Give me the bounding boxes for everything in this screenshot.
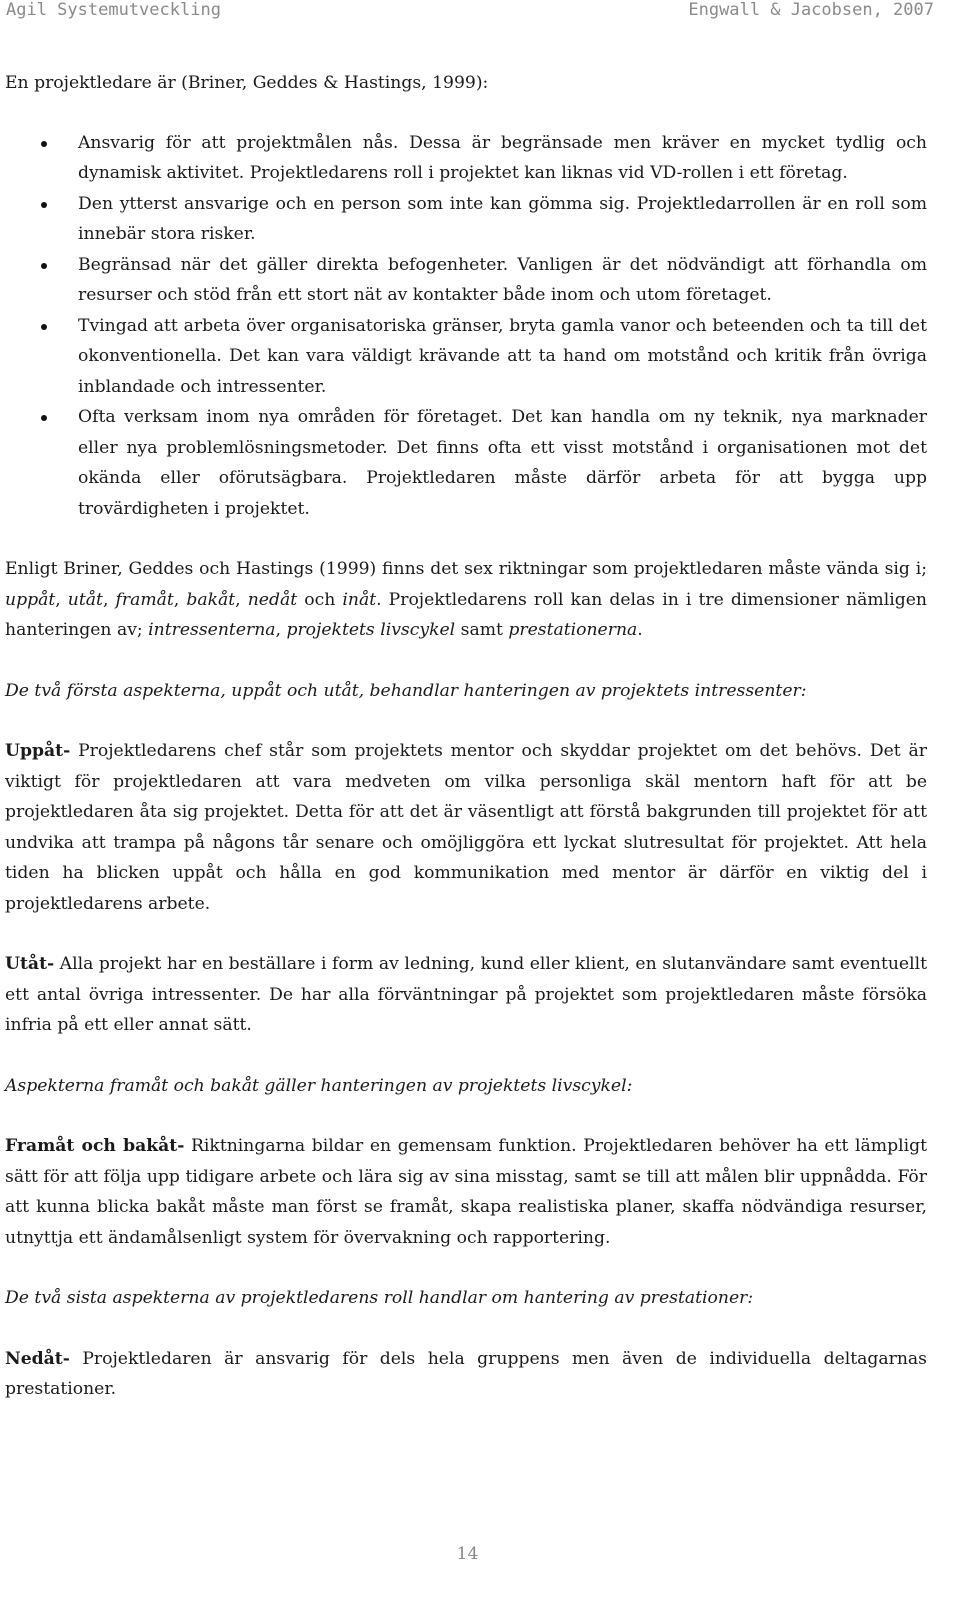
section-heading-performance: De två sista aspekterna av projektledarens roll handlar om hantering av prestationer: bbox=[5, 1288, 754, 1308]
dimension-performance: prestationerna bbox=[508, 620, 638, 640]
forward-back-label: Framåt och bakåt- bbox=[5, 1136, 185, 1156]
section-heading-lifecycle: Aspekterna framåt och bakåt gäller hanteringen av projektets livscykel: bbox=[5, 1075, 633, 1096]
upward-label: Uppåt- bbox=[5, 741, 71, 761]
bullet-item: Ansvarig för att projektmålen nås. Dessa är begränsade men kräver en mycket tydlig och dynamisk aktivitet. Projektledarens roll i projektet kan liknas vid VD-rollen i ett företag. bbox=[5, 128, 927, 189]
direction-down: nedåt bbox=[247, 589, 298, 610]
document-body bbox=[5, 68, 927, 1405]
forward-back-paragraph: Framåt och bakåt- Riktningarna bildar en gemensam funktion. Projektledaren behöver ha ett lämpligt sätt för att följa upp tidigare arbete och lära sig av sina misstag, samt se till att målen blir uppnådda. För att kunna blicka bakåt måste man först se framåt, skapa realistiska planer, skaffa nödvändiga resurser, utnyttja ett ändamålsenligt system för övervakning och rapportering. bbox=[5, 1136, 927, 1248]
page-header bbox=[0, 0, 960, 22]
bullet-list bbox=[5, 128, 927, 525]
upward-paragraph: Uppåt- Projektledarens chef står som projektets mentor och skyddar projektet om det behövs. Det är viktigt för projektledaren att vara medveten om vilka personliga skäl mentorn haft för att be projektledaren åta sig projektet. Detta för att det är väsentligt att förstå bakgrunden till projektet för att undvika att trampa på någons tår senare och omöjliggöra ett lyckat slutresultat för projektet. Att hela tiden ha blicken uppåt och hålla en god kommunikation med mentor är därför en viktig del i projektledarens arbete. bbox=[5, 741, 927, 914]
direction-out: utåt bbox=[67, 589, 103, 610]
outward-label: Utåt- bbox=[5, 954, 55, 974]
intro-paragraph: En projektledare är (Briner, Geddes & Hastings, 1999): bbox=[5, 73, 489, 93]
page-number: 14 bbox=[456, 1544, 479, 1564]
direction-up: uppåt bbox=[5, 589, 56, 610]
downward-paragraph: Nedåt- Projektledaren är ansvarig för dels hela gruppens men även de individuella deltagarnas prestationer. bbox=[5, 1348, 927, 1399]
directions-paragraph: Enligt Briner, Geddes och Hastings (1999) finns det sex riktningar som projektledaren måste vända sig i; uppåt, utåt, framåt, bakåt, nedåt och inåt. Projektledarens roll kan delas in i tre dimensioner nämligen hanteringen av; intressenterna, projektets livscykel samt prestationerna. bbox=[5, 559, 927, 640]
header-author: Engwall & Jacobsen, 2007 bbox=[688, 0, 934, 20]
header-title: Agil Systemutveckling bbox=[6, 0, 221, 20]
dimension-stakeholders: intressenterna bbox=[148, 620, 276, 640]
direction-back: bakåt bbox=[186, 589, 236, 610]
outward-paragraph: Utåt- Alla projekt har en beställare i form av ledning, kund eller klient, en slutanvändare samt eventuellt ett antal övriga intressenter. De har alla förväntningar på projektet som projektledaren måste försöka infria på ett eller annat sätt. bbox=[5, 954, 927, 1035]
bullet-item: Begränsad när det gäller direkta befogenheter. Vanligen är det nödvändigt att förhandla om resurser och stöd från ett stort nät av kontakter både inom och utom företaget. bbox=[5, 250, 927, 311]
bullet-item: Tvingad att arbeta över organisatoriska gränser, bryta gamla vanor och beteenden och ta till det okonventionella. Det kan vara väldigt krävande att ta hand om motstånd och kritik från övriga inblandade och intressenter. bbox=[5, 311, 927, 403]
section-heading-stakeholders: De två första aspekterna, uppåt och utåt, behandlar hanteringen av projektets intressenter: bbox=[5, 680, 807, 701]
downward-label: Nedåt- bbox=[5, 1348, 70, 1369]
bullet-item: Den ytterst ansvarige och en person som inte kan gömma sig. Projektledarrollen är en roll som innebär stora risker. bbox=[5, 189, 927, 250]
bullet-item: Ofta verksam inom nya områden för företaget. Det kan handla om ny teknik, nya marknader eller nya problemlösningsmetoder. Det finns ofta ett visst motstånd i organisationen mot det okända eller oförutsägbara. Projektledaren måste därför arbeta för att bygga upp trovärdigheten i projektet. bbox=[5, 402, 927, 524]
direction-in: inåt bbox=[342, 589, 377, 610]
direction-forward: framåt bbox=[115, 589, 174, 610]
dimension-lifecycle: projektets livscykel bbox=[286, 620, 456, 640]
